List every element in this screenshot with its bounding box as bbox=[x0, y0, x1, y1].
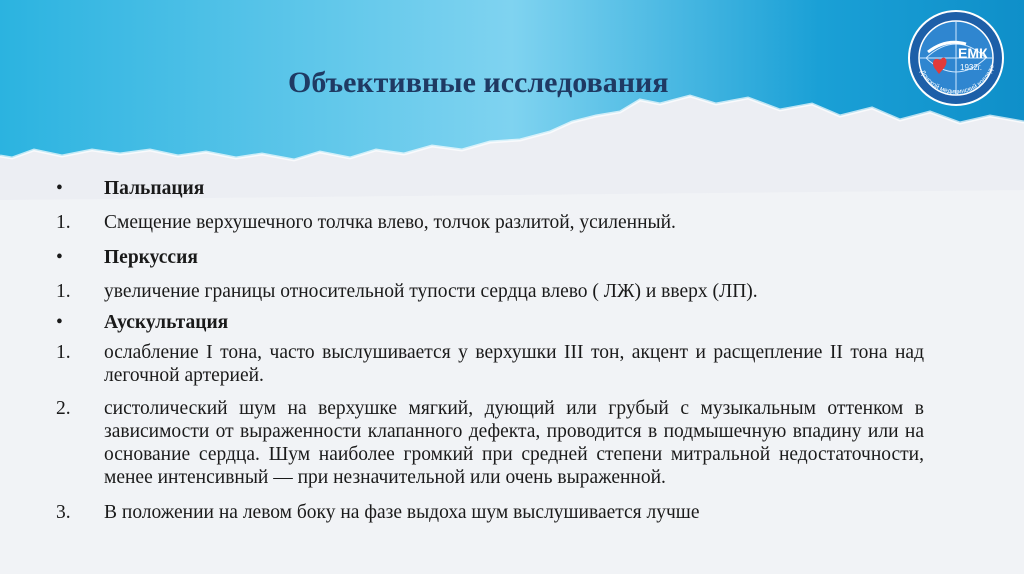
number-marker: 2. bbox=[56, 398, 71, 419]
section-heading bbox=[56, 246, 924, 269]
heading-text: Аускультация bbox=[104, 312, 229, 333]
bullet-marker: • bbox=[56, 178, 63, 199]
slide-title: Объективные исследования bbox=[288, 66, 669, 99]
item-text: систолический шум на верхушке мягкий, дующий или грубый с музыкальным оттенком в зависимости от выраженности клапанного дефекта, проводится в подмышечную впадину или на основание сердца. Шум наиболее громкий при средней степени митральной недостаточности, менее интенсивный — при незначительной или очень выраженной. bbox=[104, 398, 924, 488]
logo-text: ЕМК bbox=[958, 45, 988, 61]
number-marker: 3. bbox=[56, 502, 71, 523]
logo-ring-text: Донской медицинский колледж bbox=[918, 63, 997, 96]
list-item bbox=[56, 211, 924, 234]
item-text: увеличение границы относительной тупости сердца влево ( ЛЖ) и вверх (ЛП). bbox=[104, 281, 758, 302]
content-list bbox=[56, 177, 924, 524]
logo-year: 1932г. bbox=[960, 63, 982, 72]
college-logo bbox=[906, 8, 1006, 108]
heading-text: Пальпация bbox=[104, 178, 205, 199]
item-text: ослабление I тона, часто выслушивается у верхушки III тон, акцент и расщепление II тона над легочной артерией. bbox=[104, 342, 924, 386]
item-text: Смещение верхушечного толчка влево, толчок разлитой, усиленный. bbox=[104, 212, 676, 233]
number-marker: 1. bbox=[56, 342, 71, 363]
list-item bbox=[56, 501, 924, 524]
list-item bbox=[56, 397, 924, 489]
number-marker: 1. bbox=[56, 212, 71, 233]
list-item bbox=[56, 341, 924, 387]
section-heading bbox=[56, 311, 924, 334]
bullet-marker: • bbox=[56, 312, 63, 333]
section-heading bbox=[56, 177, 924, 200]
item-text: В положении на левом боку на фазе выдоха шум выслушивается лучше bbox=[104, 502, 700, 523]
list-item bbox=[56, 280, 924, 303]
heading-text: Перкуссия bbox=[104, 247, 198, 268]
bullet-marker: • bbox=[56, 247, 63, 268]
number-marker: 1. bbox=[56, 281, 71, 302]
